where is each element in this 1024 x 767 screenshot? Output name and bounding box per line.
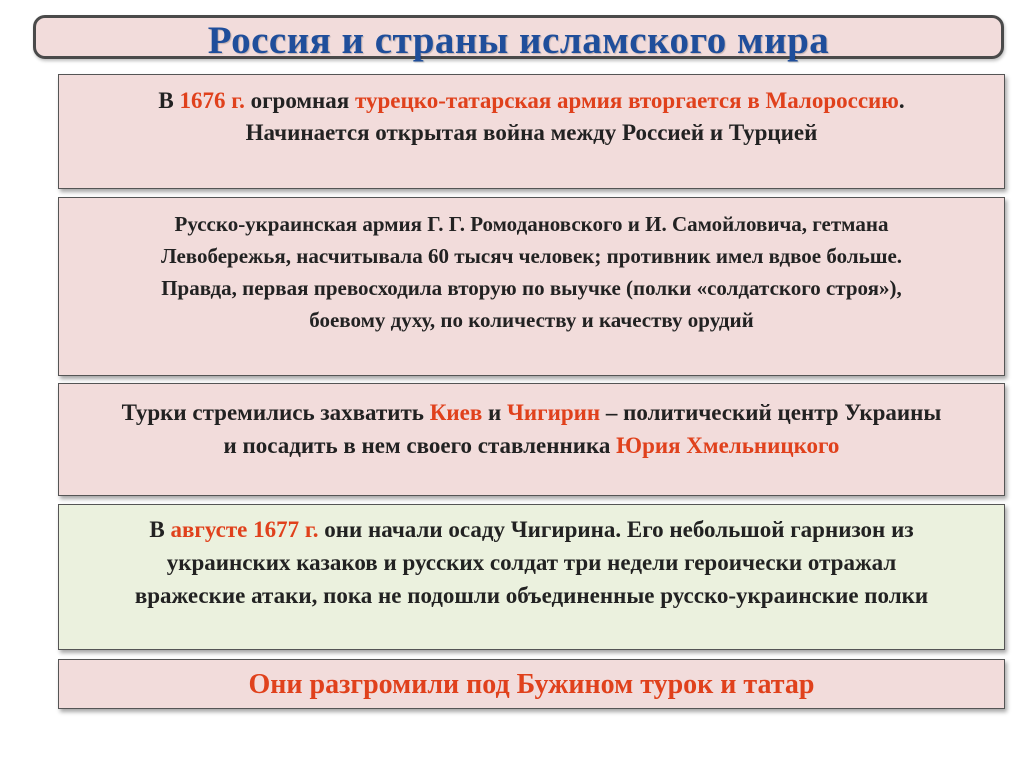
text-block-victory bbox=[58, 659, 1005, 709]
highlight-chigirin: Чигирин bbox=[507, 400, 601, 425]
text-block-invasion bbox=[58, 74, 1005, 189]
text-block-army bbox=[58, 197, 1005, 376]
paragraph-goals bbox=[119, 396, 944, 462]
text: – политический центр Украины и посадить в нем своего ставленника bbox=[223, 400, 942, 458]
highlight-kiev: Киев bbox=[429, 400, 483, 425]
text-block-siege bbox=[58, 504, 1005, 650]
slide-title: Россия и страны исламского мира bbox=[207, 18, 830, 62]
title-banner bbox=[33, 15, 1004, 62]
text-block-goals bbox=[58, 383, 1005, 496]
paragraph-victory: Они разгромили под Бужином турок и татар bbox=[248, 669, 815, 700]
text: В bbox=[149, 517, 171, 542]
paragraph-siege bbox=[119, 513, 944, 612]
highlight-year: 1676 г. bbox=[179, 88, 245, 113]
highlight-khmelnitsky: Юрия Хмельницкого bbox=[616, 433, 840, 458]
text: . Начинается открытая война между Россией и Турцией bbox=[245, 88, 905, 145]
paragraph-army: Русско-украинская армия Г. Г. Ромодановского и И. Самойловича, гетмана Левобережья, насчитывала 60 тысяч человек; противник имел вдвое больше. Правда, первая превосходила вторую по выучке (полки «солдатского строя»), боевому духу, по количеству и качеству орудий bbox=[160, 212, 903, 332]
paragraph-invasion bbox=[119, 85, 944, 149]
text: они начали осаду Чигирина. Его небольшой гарнизон из украинских казаков и русских солдат три недели героически отражал вражеские атаки, пока не подошли объединенные русско-украинские полки bbox=[134, 517, 929, 608]
highlight-date: августе 1677 г. bbox=[170, 517, 319, 542]
text: Турки стремились захватить bbox=[121, 400, 430, 425]
text: огромная bbox=[244, 88, 355, 113]
text: В bbox=[158, 88, 180, 113]
text: и bbox=[482, 400, 508, 425]
highlight-army: турецко-татарская армия вторгается в Малороссию bbox=[355, 88, 899, 113]
